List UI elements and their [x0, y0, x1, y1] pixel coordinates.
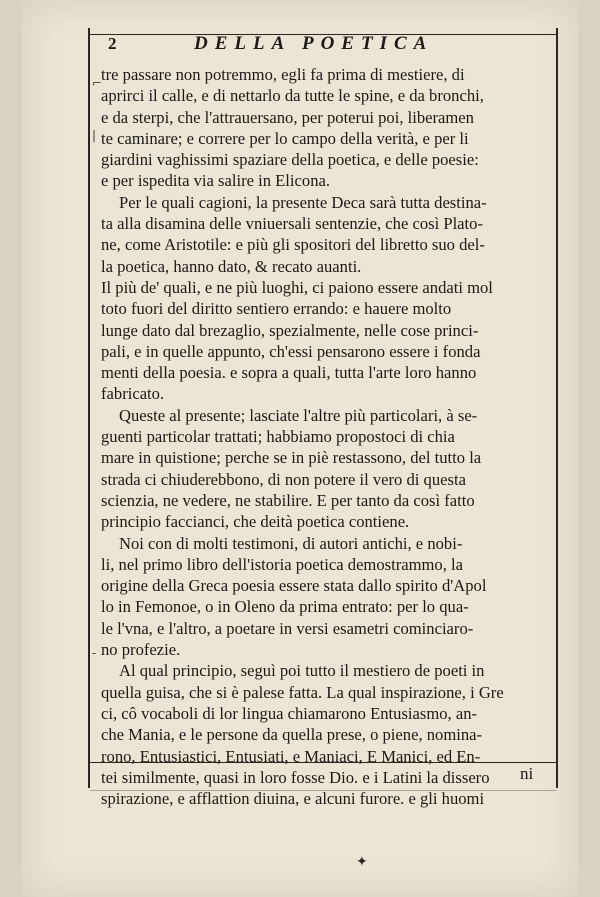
text-line: Noi con di molti testimoni, di autori antichi, e nobi-: [119, 533, 463, 553]
text-line: aprirci il calle, e di nettarlo da tutte le spine, e da bronchi,: [101, 86, 484, 106]
text-line: tei similmente, quasi in loro fosse Dio. e i Latini la dissero: [101, 767, 490, 787]
text-line: quella guisa, che si è palese fatta. La qual inspirazione, i Gre: [101, 682, 504, 702]
text-line: giardini vaghissimi spaziare della poetica, e delle poesie:: [101, 150, 479, 170]
text-line: strada ci chiuderebbono, di non potere il vero di questa: [101, 469, 466, 489]
running-title: DELLA POETICA: [194, 33, 434, 54]
text-line: le l'vna, e l'altro, a poetare in versi esametri cominciaro-: [101, 618, 474, 638]
catchword: ni: [520, 764, 534, 783]
page-header: [108, 32, 548, 54]
text-line: Per le quali cagioni, la presente Deca sarà tutta destina-: [119, 192, 487, 212]
text-line: te caminare; e correre per lo campo della verità, e per li: [101, 128, 469, 148]
text-line: no profezie.: [101, 640, 181, 660]
text-line: Al qual principio, seguì poi tutto il mestiero de poeti in: [119, 661, 485, 681]
text-line: pali, e in quelle appunto, ch'essi pensarono essere i fonda: [101, 341, 481, 361]
text-line: tre passare non potremmo, egli fa prima di mestiere, di: [101, 65, 465, 84]
text-line: ne, come Aristotile: e più gli spositori del libretto suo del-: [101, 235, 485, 255]
text-line: che Mania, e le persone da quella prese, o piene, nomina-: [101, 725, 483, 745]
text-line: Il più de' quali, e ne più luoghi, ci paiono essere andati mol: [101, 277, 493, 297]
margin-dash-mark: -: [92, 646, 97, 660]
text-line: principio faccianci, che deità poetica contiene.: [101, 512, 410, 532]
text-line: menti della poesia. e sopra a quali, tutta l'arte loro hanno: [101, 363, 477, 383]
text-line: e per ispedita via salire in Elicona.: [101, 171, 330, 191]
text-line: toto fuori del diritto sentiero errando: e hauere molto: [101, 299, 452, 319]
text-line: e da sterpi, che l'attrauersano, per poterui poi, liberamen: [101, 107, 474, 127]
text-line: lo in Femonoe, o in Oleno da prima entrato: per lo qua-: [101, 597, 469, 617]
text-line: origine della Greca poesia essere stata dallo spirito d'Apol: [101, 576, 487, 596]
text-line: scienzia, ne vedere, ne stabilire. E per tanto da così fatto: [101, 490, 475, 510]
margin-bracket-mark: ⌐: [92, 76, 103, 90]
page-number: 2: [108, 34, 117, 53]
text-line: ci, cô vocaboli di lor lingua chiamarono Entusiasmo, an-: [101, 703, 478, 723]
text-line: spirazione, e afflattion diuina, e alcuni furore. e gli huomi: [101, 789, 485, 809]
body-text: [101, 64, 551, 809]
bottom-rule: [90, 790, 556, 791]
text-line: la poetica, hanno dato, & recato auanti.: [101, 256, 362, 276]
text-line: Queste al presente; lasciate l'altre più particolari, à se-: [119, 405, 478, 425]
text-line: fabricato.: [101, 384, 165, 404]
text-line: lunge dato dal brezaglio, spezialmente, nelle cose princi-: [101, 320, 479, 340]
margin-bracket-mark: |: [92, 128, 97, 142]
ink-mark-ornament: ✦: [356, 854, 368, 870]
text-line: guenti particolar trattati; habbiamo propostoci di chia: [101, 427, 455, 447]
text-line: rono, Entusiastici, Entusiati, e Maniaci, E Manici, ed En-: [101, 746, 481, 766]
text-line: ta alla disamina delle vniuersali sentenzie, che così Plato-: [101, 214, 483, 234]
text-line: mare in quistione; perche se in piè restassono, del tutto la: [101, 448, 482, 468]
text-line: li, nel primo libro dell'istoria poetica demostrammo, la: [101, 554, 463, 574]
